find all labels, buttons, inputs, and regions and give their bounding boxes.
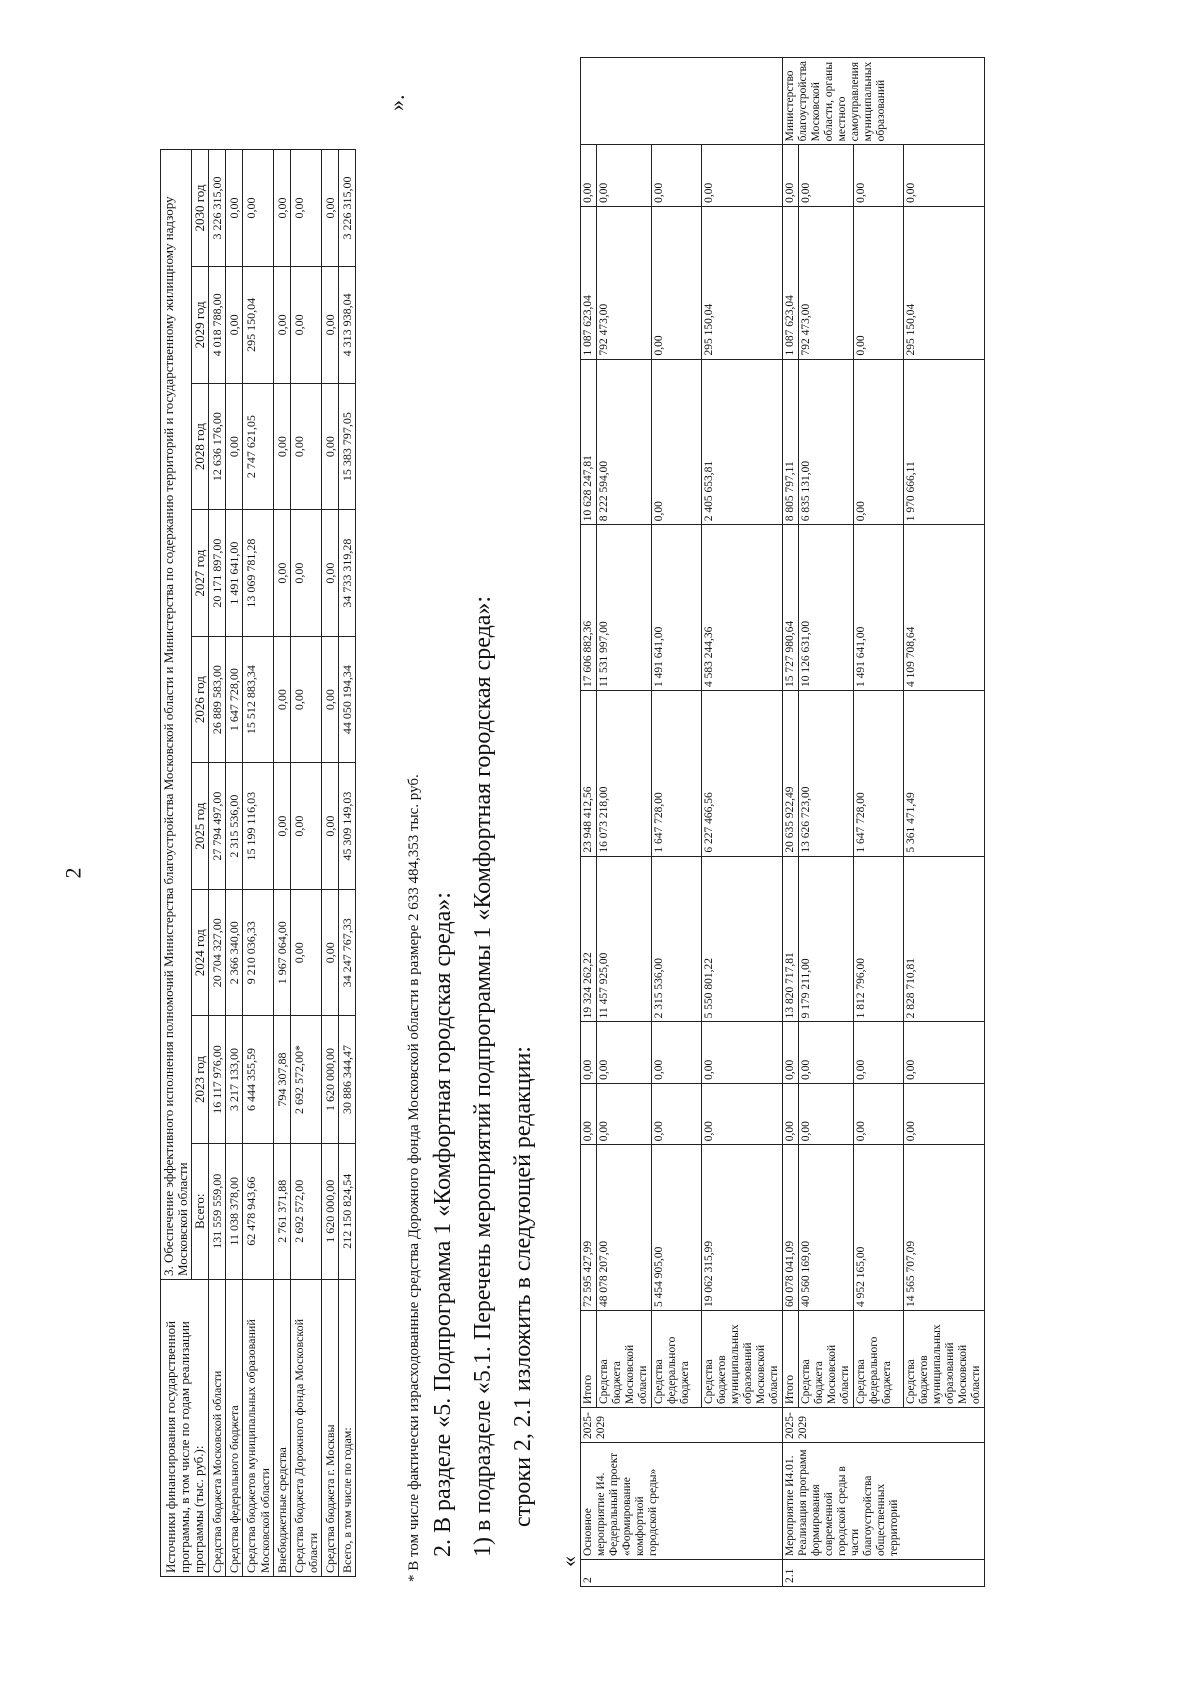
measures-row <box>581 58 597 1587</box>
measures-row <box>597 58 652 1587</box>
finance-value: 15 199 116,03 <box>243 763 274 890</box>
measure-value: 0,00 <box>652 145 702 207</box>
finance-value: 27 794 497,00 <box>209 763 226 890</box>
finance-value: 1 647 728,00 <box>226 636 243 763</box>
page-number: 2 <box>60 867 86 879</box>
measure-name: Основное мероприятие И4. Федеральный проект «Формирование комфортной городской среды» <box>581 1443 783 1560</box>
measure-source: Средства федерального бюджета <box>652 1311 702 1408</box>
finance-value: 0,00 <box>291 889 322 1016</box>
measure-source: Средства бюджета Московской области <box>597 1311 652 1408</box>
measure-value: 2 828 710,81 <box>904 856 985 1022</box>
measure-value: 13 626 723,00 <box>799 690 854 856</box>
measures-row <box>799 58 854 1587</box>
measure-value: 0,00 <box>581 1022 597 1083</box>
measure-value: 1 970 666,11 <box>904 359 985 525</box>
finance-source-name: Всего, в том числе по годам: <box>339 1280 356 1577</box>
measures-row <box>702 58 783 1587</box>
measure-value: 5 454 905,00 <box>652 1145 702 1311</box>
finance-value: 794 307,88 <box>274 1016 291 1143</box>
finance-value: 1 491 641,00 <box>226 510 243 637</box>
finance-value: 4 018 788,00 <box>209 266 226 383</box>
finance-value: 2 692 572,00* <box>291 1016 322 1143</box>
finance-value: 0,00 <box>274 636 291 763</box>
heading-subsection-5-1: 1) в подразделе «5.1. Перечень мероприятий подпрограммы 1 «Комфортная городская среда»: <box>470 595 496 1557</box>
footnote: * В том числе фактически израсходованные средства Дорожного фонда Московской области в размере 2 633 484,353 тыс. руб. <box>406 774 422 1582</box>
finance-value: 0,00 <box>274 510 291 637</box>
finance-column-header: 2030 год <box>192 150 209 267</box>
finance-column-header: 2023 год <box>192 1016 209 1143</box>
finance-value: 0,00 <box>322 889 339 1016</box>
measure-value: 6 227 466,56 <box>702 690 783 856</box>
measure-value: 0,00 <box>783 1022 799 1083</box>
finance-source-name: Средства бюджета Дорожного фонда Московской области <box>291 1280 322 1577</box>
finance-value: 4 313 938,04 <box>339 266 356 383</box>
measure-value: 40 560 169,00 <box>799 1145 854 1311</box>
finance-header-source: Источники финансирования государственной программы, в том числе по годам реализации программы (тыс. руб.): <box>161 1280 209 1577</box>
finance-value: 2 761 371,88 <box>274 1143 291 1279</box>
finance-value: 0,00 <box>226 266 243 383</box>
finance-value: 0,00 <box>291 510 322 637</box>
measure-value: 0,00 <box>597 145 652 207</box>
finance-value: 0,00 <box>322 636 339 763</box>
finance-value: 0,00 <box>274 266 291 383</box>
measure-value: 23 948 412,56 <box>581 690 597 856</box>
finance-value: 0,00 <box>291 266 322 383</box>
measure-value: 1 647 728,00 <box>854 690 904 856</box>
close-quote: ». <box>384 94 409 111</box>
finance-value: 1 967 064,00 <box>274 889 291 1016</box>
finance-value: 0,00 <box>226 150 243 267</box>
measure-value: 1 491 641,00 <box>652 525 702 691</box>
measure-value: 0,00 <box>904 1083 985 1144</box>
measure-value: 792 473,00 <box>597 206 652 359</box>
measure-value: 5 550 801,22 <box>702 856 783 1022</box>
finance-value: 13 069 781,28 <box>243 510 274 637</box>
measure-executor: Министерство благоустройства Московской области, органы местного самоуправления муниципальных образований <box>783 58 985 145</box>
measure-value: 2 405 653,81 <box>702 359 783 525</box>
finance-value: 34 733 319,28 <box>339 510 356 637</box>
measure-value: 6 835 131,00 <box>799 359 854 525</box>
finance-value: 295 150,04 <box>243 266 274 383</box>
finance-value: 26 889 583,00 <box>209 636 226 763</box>
measure-value: 0,00 <box>904 1022 985 1083</box>
finance-value: 12 636 176,00 <box>209 383 226 510</box>
measures-row <box>783 58 799 1587</box>
finance-source-name: Средства бюджетов муниципальных образований Московской области <box>243 1280 274 1577</box>
finance-value: 0,00 <box>291 763 322 890</box>
finance-body <box>209 150 356 1577</box>
finance-value: 45 309 149,03 <box>339 763 356 890</box>
measure-value: 11 531 997,00 <box>597 525 652 691</box>
finance-value: 0,00 <box>322 383 339 510</box>
finance-value: 212 150 824,54 <box>339 1143 356 1279</box>
measure-value: 1 087 623,04 <box>581 206 597 359</box>
finance-header-section: 3. Обеспечение эффективного исполнения полномочий Министерства благоустройства Московской области и Министерства по содержанию территорий и государственному жилищному надзору Московской области <box>161 150 192 1280</box>
measure-value: 60 078 041,09 <box>783 1145 799 1311</box>
measure-value: 16 073 218,00 <box>597 690 652 856</box>
measure-number: 2 <box>581 1560 783 1587</box>
measure-value: 5 361 471,49 <box>904 690 985 856</box>
finance-column-header: 2029 год <box>192 266 209 383</box>
finance-value: 0,00 <box>274 150 291 267</box>
measure-value: 0,00 <box>702 145 783 207</box>
measure-value: 0,00 <box>652 1022 702 1083</box>
finance-value: 0,00 <box>243 150 274 267</box>
measure-value: 0,00 <box>799 145 854 207</box>
measure-value: 20 635 922,49 <box>783 690 799 856</box>
measure-source: Итого <box>581 1311 597 1408</box>
finance-value: 0,00 <box>322 510 339 637</box>
finance-value: 0,00 <box>322 763 339 890</box>
finance-value: 34 247 767,33 <box>339 889 356 1016</box>
finance-value: 20 704 327,00 <box>209 889 226 1016</box>
finance-column-header: Всего: <box>192 1143 209 1279</box>
finance-value: 9 210 036,33 <box>243 889 274 1016</box>
finance-row <box>243 150 274 1577</box>
open-quote: « <box>556 1556 581 1567</box>
finance-source-name: Средства бюджета г. Москвы <box>322 1280 339 1577</box>
finance-value: 2 315 536,00 <box>226 763 243 890</box>
measure-value: 0,00 <box>854 1022 904 1083</box>
measure-value: 0,00 <box>854 206 904 359</box>
measure-value: 8 222 594,00 <box>597 359 652 525</box>
finance-value: 16 117 976,00 <box>209 1016 226 1143</box>
measure-value: 4 952 165,00 <box>854 1145 904 1311</box>
measure-value: 48 078 207,00 <box>597 1145 652 1311</box>
finance-value: 11 038 378,00 <box>226 1143 243 1279</box>
measure-value: 4 109 708,64 <box>904 525 985 691</box>
measure-value: 1 812 796,00 <box>854 856 904 1022</box>
finance-value: 44 050 194,34 <box>339 636 356 763</box>
finance-value: 62 478 943,66 <box>243 1143 274 1279</box>
finance-value: 2 692 572,00 <box>291 1143 322 1279</box>
measures-table <box>580 57 985 1587</box>
finance-value: 0,00 <box>291 150 322 267</box>
finance-value: 0,00 <box>274 763 291 890</box>
finance-value: 0,00 <box>322 266 339 383</box>
measure-value: 295 150,04 <box>702 206 783 359</box>
measure-name: Мероприятие И4.01. Реализация программ формирования современной городской среды в части благоустройства общественных территорий <box>783 1443 985 1560</box>
finance-source-name: Средства федерального бюджета <box>226 1280 243 1577</box>
measure-period: 2025-2029 <box>783 1408 985 1443</box>
measure-value: 0,00 <box>652 206 702 359</box>
finance-row <box>291 150 322 1577</box>
measure-value: 11 457 925,00 <box>597 856 652 1022</box>
measure-value: 0,00 <box>904 145 985 207</box>
finance-value: 3 217 133,00 <box>226 1016 243 1143</box>
measure-value: 8 805 797,11 <box>783 359 799 525</box>
measure-value: 1 491 641,00 <box>854 525 904 691</box>
measure-value: 1 647 728,00 <box>652 690 702 856</box>
measure-value: 295 150,04 <box>904 206 985 359</box>
measure-value: 0,00 <box>854 359 904 525</box>
measures-row <box>854 58 904 1587</box>
finance-value: 1 620 000,00 <box>322 1016 339 1143</box>
finance-row <box>209 150 226 1577</box>
measure-value: 0,00 <box>652 359 702 525</box>
finance-value: 0,00 <box>291 383 322 510</box>
measure-value: 10 126 631,00 <box>799 525 854 691</box>
measure-value: 0,00 <box>799 1083 854 1144</box>
finance-value: 2 747 621,05 <box>243 383 274 510</box>
finance-source-name: Средства бюджета Московской области <box>209 1280 226 1577</box>
finance-value: 6 444 355,59 <box>243 1016 274 1143</box>
finance-value: 0,00 <box>291 636 322 763</box>
heading-rows-edit: строки 2, 2.1 изложить в следующей редакции: <box>510 1046 536 1527</box>
finance-value: 30 886 344,47 <box>339 1016 356 1143</box>
measure-value: 1 087 623,04 <box>783 206 799 359</box>
finance-table <box>160 149 356 1577</box>
measure-value: 0,00 <box>854 1083 904 1144</box>
measure-source: Средства бюджетов муниципальных образований Московской области <box>904 1311 985 1408</box>
measure-value: 19 324 262,22 <box>581 856 597 1022</box>
finance-row <box>322 150 339 1577</box>
measure-value: 792 473,00 <box>799 206 854 359</box>
measure-value: 9 179 211,00 <box>799 856 854 1022</box>
measure-value: 0,00 <box>597 1083 652 1144</box>
measure-value: 15 727 980,64 <box>783 525 799 691</box>
measure-value: 0,00 <box>581 1083 597 1144</box>
heading-section-5: 2. В разделе «5. Подпрограмма 1 «Комфортная городская среда»: <box>430 892 456 1557</box>
measure-source: Средства бюджетов муниципальных образований Московской области <box>702 1311 783 1408</box>
measures-row <box>652 58 702 1587</box>
finance-value: 1 620 000,00 <box>322 1143 339 1279</box>
measure-value: 14 565 707,09 <box>904 1145 985 1311</box>
measure-value: 0,00 <box>597 1022 652 1083</box>
measure-value: 0,00 <box>799 1022 854 1083</box>
measure-period: 2025-2029 <box>581 1408 783 1443</box>
measure-value: 10 628 247,81 <box>581 359 597 525</box>
measure-source: Средства федерального бюджета <box>854 1311 904 1408</box>
measure-value: 0,00 <box>783 145 799 207</box>
finance-value: 131 559 559,00 <box>209 1143 226 1279</box>
finance-column-header: 2027 год <box>192 510 209 637</box>
finance-row <box>226 150 243 1577</box>
finance-column-header: 2024 год <box>192 889 209 1016</box>
measure-number: 2.1 <box>783 1560 985 1587</box>
finance-column-header: 2025 год <box>192 763 209 890</box>
finance-value: 3 226 315,00 <box>209 150 226 267</box>
measure-source: Итого <box>783 1311 799 1408</box>
finance-column-header: 2026 год <box>192 636 209 763</box>
finance-value: 3 226 315,00 <box>339 150 356 267</box>
measure-source: Средства бюджета Московской области <box>799 1311 854 1408</box>
finance-row <box>339 150 356 1577</box>
measure-value: 19 062 315,99 <box>702 1145 783 1311</box>
measures-body <box>581 58 985 1587</box>
measure-value: 0,00 <box>854 145 904 207</box>
finance-column-header: 2028 год <box>192 383 209 510</box>
measure-value: 0,00 <box>783 1083 799 1144</box>
finance-value: 2 366 340,00 <box>226 889 243 1016</box>
measure-value: 0,00 <box>702 1022 783 1083</box>
finance-source-name: Внебюджетные средства <box>274 1280 291 1577</box>
measure-value: 0,00 <box>581 145 597 207</box>
finance-value: 0,00 <box>274 383 291 510</box>
measure-value: 72 595 427,99 <box>581 1145 597 1311</box>
finance-value: 0,00 <box>322 150 339 267</box>
measure-value: 4 583 244,36 <box>702 525 783 691</box>
finance-value: 20 171 897,00 <box>209 510 226 637</box>
measure-value: 0,00 <box>652 1083 702 1144</box>
measure-value: 17 606 882,36 <box>581 525 597 691</box>
measure-value: 2 315 536,00 <box>652 856 702 1022</box>
finance-value: 15 512 883,34 <box>243 636 274 763</box>
finance-row <box>274 150 291 1577</box>
measure-value: 13 820 717,81 <box>783 856 799 1022</box>
measures-row <box>904 58 985 1587</box>
finance-value: 15 383 797,05 <box>339 383 356 510</box>
measure-executor <box>581 58 783 145</box>
measure-value: 0,00 <box>702 1083 783 1144</box>
finance-value: 0,00 <box>226 383 243 510</box>
